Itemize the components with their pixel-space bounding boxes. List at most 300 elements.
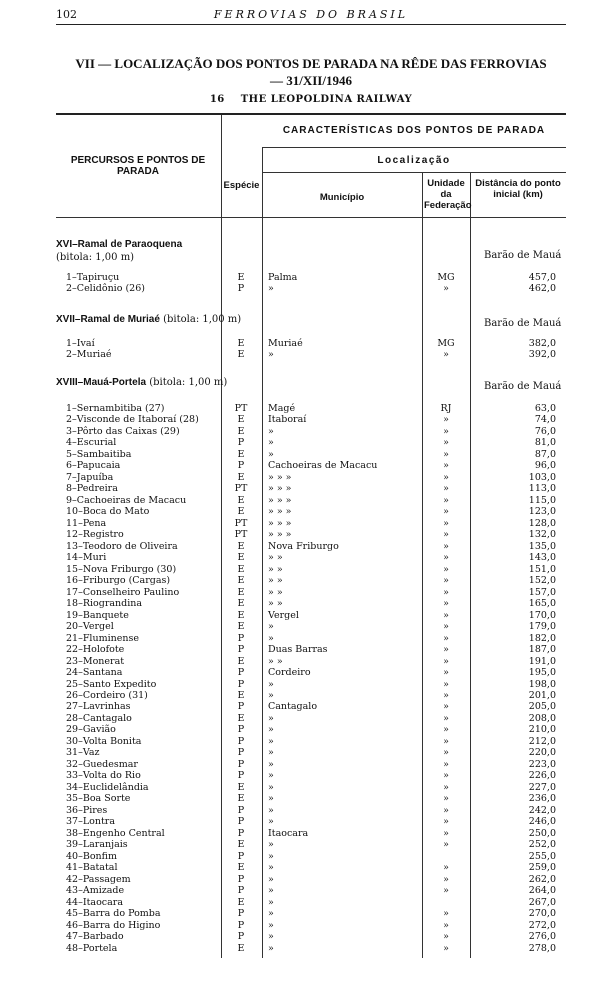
distance: 198,0 (528, 678, 556, 690)
stop-name: 27–Lavrinhas (66, 701, 131, 713)
table-row (56, 633, 566, 644)
header-rule (56, 24, 566, 25)
distance: 123,0 (528, 506, 556, 518)
table-row (56, 874, 566, 885)
distance: 457,0 (528, 272, 556, 283)
stop-name: 1–Tapiruçu (66, 272, 120, 283)
stop-type: E (237, 552, 245, 564)
state: » (443, 942, 449, 954)
stop-type: E (237, 896, 245, 908)
distance: 205,0 (528, 701, 556, 713)
municipality: » (268, 919, 274, 931)
municipality: » (268, 632, 274, 644)
stop-type: E (237, 563, 245, 575)
stop-name: 44–Itaocara (66, 896, 123, 908)
state: » (443, 862, 449, 874)
state: » (443, 448, 449, 460)
stop-type: P (237, 283, 245, 295)
stop-name: 47–Barbado (66, 931, 124, 943)
distance: 278,0 (528, 942, 556, 954)
municipality: » » » (268, 506, 292, 518)
table-row (56, 460, 566, 471)
stop-name: 30–Volta Bonita (66, 735, 142, 747)
stop-name: 22–Holofote (66, 644, 125, 656)
table-row (56, 897, 566, 908)
state: » (443, 460, 449, 472)
state: » (443, 667, 449, 679)
table-row (56, 885, 566, 896)
state: » (443, 283, 449, 295)
state: » (443, 885, 449, 897)
stop-type: E (237, 598, 245, 610)
stop-type: P (237, 827, 245, 839)
state: » (443, 804, 449, 816)
stop-type: P (237, 437, 245, 449)
municipality: » (268, 770, 274, 782)
stop-name: 6–Papucaia (66, 460, 121, 472)
table-row (56, 736, 566, 747)
distance: 223,0 (528, 758, 556, 770)
stop-type: P (237, 816, 245, 828)
municipality: » (268, 747, 274, 759)
table-row (56, 414, 566, 425)
stop-type: E (237, 349, 245, 361)
table-row (56, 272, 566, 283)
table-row (56, 908, 566, 919)
municipality: » (268, 793, 274, 805)
table-row (56, 816, 566, 827)
table-row (56, 770, 566, 781)
stop-name: 1–Sernambitiba (27) (66, 403, 165, 414)
table-row (56, 483, 566, 494)
distance: 132,0 (528, 529, 556, 541)
distance: 81,0 (534, 437, 556, 449)
distance: 270,0 (528, 908, 556, 920)
table-row (56, 587, 566, 598)
municipality: » (268, 781, 274, 793)
state: » (443, 712, 449, 724)
header-distancia: Distância do ponto inicial (km) (475, 178, 561, 200)
distance: 170,0 (528, 609, 556, 621)
distance: 74,0 (534, 414, 556, 426)
state: » (443, 529, 449, 541)
header-percursos: PERCURSOS E PONTOS DE PARADA (70, 155, 206, 177)
state: » (443, 735, 449, 747)
distance: 392,0 (528, 349, 556, 361)
municipality: » (268, 908, 274, 920)
distance: 157,0 (528, 586, 556, 598)
municipality: » (268, 873, 274, 885)
stop-type: P (237, 931, 245, 943)
municipality: » (268, 850, 274, 862)
municipality: Cordeiro (268, 667, 311, 679)
state: MG (437, 338, 455, 349)
stop-type: E (237, 839, 245, 851)
table-row (56, 449, 566, 460)
state: » (443, 781, 449, 793)
stop-type: P (237, 678, 245, 690)
state: » (443, 908, 449, 920)
header-bottom-rule (56, 217, 566, 218)
table-row (56, 793, 566, 804)
stop-type: P (237, 885, 245, 897)
state: » (443, 701, 449, 713)
stop-name: 43–Amizade (66, 885, 125, 897)
section-origin: Barão de Mauá (484, 381, 562, 392)
table-row (56, 701, 566, 712)
municipality: » (268, 724, 274, 736)
municipality: » » (268, 598, 283, 610)
stop-name: 13–Teodoro de Oliveira (66, 540, 178, 552)
state: » (443, 747, 449, 759)
stop-name: 26–Cordeiro (31) (66, 690, 148, 701)
municipality: » » (268, 563, 283, 575)
stop-name: 42–Passagem (66, 873, 131, 885)
stop-type: P (237, 632, 245, 644)
state: RJ (440, 403, 452, 414)
state: » (443, 678, 449, 690)
municipality: » » (268, 552, 283, 564)
stop-type: P (237, 735, 245, 747)
municipality: » (268, 621, 274, 633)
state: » (443, 575, 449, 587)
distance: 187,0 (528, 644, 556, 656)
municipality: » (268, 804, 274, 816)
table-row (56, 839, 566, 850)
stop-name: 36–Pires (66, 804, 108, 816)
distance: 165,0 (528, 598, 556, 610)
distance: 210,0 (528, 724, 556, 736)
state: » (443, 724, 449, 736)
state: » (443, 349, 449, 361)
distance: 103,0 (528, 471, 556, 483)
state: » (443, 517, 449, 529)
distance: 179,0 (528, 621, 556, 633)
header-especie: Espécie (223, 180, 260, 191)
section-title (56, 377, 227, 388)
header-caracteristicas: CARACTERÍSTICAS DOS PONTOS DE PARADA (282, 125, 546, 136)
municipality: » (268, 896, 274, 908)
section-title (56, 314, 241, 325)
header-municipio: Município (319, 192, 365, 203)
stop-name: 2–Visconde de Itaboraí (28) (66, 414, 199, 426)
stop-name: 28–Cantagalo (66, 712, 132, 724)
table-row (56, 529, 566, 540)
state: » (443, 919, 449, 931)
table-row (56, 690, 566, 701)
state: » (443, 586, 449, 598)
table-row (56, 283, 566, 294)
table-top-rule (56, 113, 566, 115)
distance: 113,0 (528, 483, 556, 495)
distance: 252,0 (528, 839, 556, 851)
municipality: » » (268, 655, 283, 667)
table-row (56, 713, 566, 724)
stop-type: P (237, 460, 245, 472)
stop-type: P (237, 701, 245, 713)
stop-type: E (237, 712, 245, 724)
stop-type: P (237, 770, 245, 782)
stop-name: 15–Nova Friburgo (30) (66, 563, 177, 575)
stop-name: 17–Conselheiro Paulino (66, 586, 180, 598)
section-title (56, 238, 216, 264)
stop-name: 9–Cachoeiras de Macacu (66, 494, 187, 506)
distance: 382,0 (528, 338, 556, 349)
stop-name: 19–Banquete (66, 609, 129, 621)
stop-name: 24–Santana (66, 667, 123, 679)
section-gauge: (bitola: 1,00 m) (146, 377, 228, 388)
running-title: FERROVIAS DO BRASIL (213, 8, 409, 21)
section-name: XVI–Ramal de Paraoquena (56, 239, 183, 250)
distance: 250,0 (528, 827, 556, 839)
state: » (443, 690, 449, 701)
table-row (56, 621, 566, 632)
municipality: » (268, 712, 274, 724)
state: » (443, 552, 449, 564)
stop-name: 3–Pôrto das Caixas (29) (66, 425, 180, 437)
distance: 182,0 (528, 632, 556, 644)
stop-type: P (237, 908, 245, 920)
table-row (56, 610, 566, 621)
stop-type: P (237, 747, 245, 759)
table-row (56, 426, 566, 437)
stop-type: E (237, 690, 245, 701)
subtitle-number: 16 (209, 94, 225, 105)
stop-name: 35–Boa Sorte (66, 793, 131, 805)
municipality: » (268, 735, 274, 747)
table-row (56, 724, 566, 735)
distance: 227,0 (528, 781, 556, 793)
stop-name: 2–Celidônio (26) (66, 283, 145, 295)
distance: 115,0 (528, 494, 556, 506)
state: » (443, 483, 449, 495)
distance: 255,0 (528, 850, 556, 862)
stop-name: 25–Santo Expedito (66, 678, 157, 690)
state: » (443, 793, 449, 805)
stop-name: 5–Sambaitiba (66, 448, 132, 460)
municipality: Muriaé (268, 338, 303, 349)
stop-type: E (237, 338, 245, 349)
municipality: » » (268, 586, 283, 598)
stop-type: E (237, 425, 245, 437)
municipality: Duas Barras (268, 644, 328, 656)
stop-type: PT (234, 517, 248, 529)
distance: 87,0 (534, 448, 556, 460)
table-row (56, 759, 566, 770)
title-line-1: VII — LOCALIZAÇÃO DOS PONTOS DE PARADA NA RÊDE DAS FERROVIAS (75, 56, 547, 71)
stop-name: 8–Pedreira (66, 483, 118, 495)
title-line-2: — 31/XII/1946 (270, 73, 352, 88)
stop-name: 41–Batatal (66, 862, 118, 874)
municipality: » (268, 448, 274, 460)
state: » (443, 931, 449, 943)
table-row (56, 656, 566, 667)
section-name: XVIII–Mauá-Portela (56, 377, 147, 388)
table-row (56, 667, 566, 678)
municipality: » (268, 862, 274, 874)
stop-type: E (237, 586, 245, 598)
stop-name: 46–Barra do Higino (66, 919, 161, 931)
municipality: » (268, 942, 274, 954)
stop-type: P (237, 873, 245, 885)
table-row (56, 338, 566, 349)
stop-name: 38–Engenho Central (66, 827, 165, 839)
stop-type: E (237, 793, 245, 805)
distance: 96,0 (534, 460, 556, 472)
municipality: » » (268, 575, 283, 587)
state: » (443, 644, 449, 656)
stop-name: 2–Muriaé (66, 349, 112, 361)
table-row (56, 472, 566, 483)
municipality: Itaboraí (268, 414, 307, 426)
state: » (443, 621, 449, 633)
stop-type: P (237, 644, 245, 656)
page-title (56, 55, 566, 89)
distance: 259,0 (528, 862, 556, 874)
table-row (56, 782, 566, 793)
distance: 242,0 (528, 804, 556, 816)
table-row (56, 437, 566, 448)
state: » (443, 563, 449, 575)
stop-name: 48–Portela (66, 942, 118, 954)
distance: 135,0 (528, 540, 556, 552)
stop-name: 40–Bonfim (66, 850, 118, 862)
section-origin: Barão de Mauá (484, 318, 562, 329)
distance: 212,0 (528, 735, 556, 747)
municipality: » (268, 690, 274, 701)
table-row (56, 747, 566, 758)
state: » (443, 598, 449, 610)
municipality: » (268, 425, 274, 437)
table-row (56, 943, 566, 954)
state: » (443, 873, 449, 885)
stop-name: 39–Laranjais (66, 839, 128, 851)
railway-subtitle (56, 94, 566, 105)
table-row (56, 679, 566, 690)
section-name: XVII–Ramal de Muriaé (56, 314, 160, 325)
table-row (56, 598, 566, 609)
distance: 262,0 (528, 873, 556, 885)
municipality: » (268, 349, 274, 361)
municipality: » » » (268, 483, 292, 495)
stop-name: 34–Euclidelândia (66, 781, 149, 793)
municipality: » (268, 839, 274, 851)
distance: 128,0 (528, 517, 556, 529)
municipality: » » » (268, 494, 292, 506)
distance: 246,0 (528, 816, 556, 828)
page-number: 102 (56, 8, 77, 21)
stop-type: E (237, 862, 245, 874)
municipality: » » » (268, 517, 292, 529)
state: » (443, 758, 449, 770)
distance: 264,0 (528, 885, 556, 897)
stop-type: E (237, 414, 245, 426)
distance: 76,0 (534, 425, 556, 437)
state: » (443, 632, 449, 644)
stop-type: E (237, 655, 245, 667)
stop-name: 29–Gavião (66, 724, 116, 736)
header-localizacao: Localização (377, 155, 451, 166)
stop-type: P (237, 804, 245, 816)
distance: 267,0 (528, 896, 556, 908)
stop-name: 10–Boca do Mato (66, 506, 150, 518)
stop-name: 14–Muri (66, 552, 107, 564)
municipality: Cantagalo (268, 701, 318, 713)
municipality: » (268, 283, 274, 295)
stop-type: P (237, 758, 245, 770)
stop-type: E (237, 540, 245, 552)
table-row (56, 644, 566, 655)
distance: 276,0 (528, 931, 556, 943)
municipality: Magé (268, 403, 296, 414)
stop-name: 18–Riograndina (66, 598, 143, 610)
municipality: » » » (268, 471, 292, 483)
state: » (443, 816, 449, 828)
municipality: Nova Friburgo (268, 540, 339, 552)
distance: 63,0 (534, 403, 556, 414)
stop-type: E (237, 942, 245, 954)
stop-type: P (237, 919, 245, 931)
stop-type: E (237, 621, 245, 633)
stop-name: 16–Friburgo (Cargas) (66, 575, 171, 587)
municipality: » (268, 437, 274, 449)
distance: 151,0 (528, 563, 556, 575)
state: MG (437, 272, 455, 283)
stop-name: 37–Lontra (66, 816, 116, 828)
municipality: Vergel (268, 609, 299, 621)
distance: 143,0 (528, 552, 556, 564)
table-row (56, 851, 566, 862)
section-gauge: (bitola: 1,00 m) (159, 314, 242, 325)
state: » (443, 414, 449, 426)
subtitle-railway: THE LEOPOLDINA RAILWAY (240, 94, 413, 105)
state: » (443, 839, 449, 851)
state: » (443, 655, 449, 667)
stop-type: P (237, 667, 245, 679)
section-gauge: (bitola: 1,00 m) (56, 252, 135, 263)
table-row (56, 518, 566, 529)
stop-type: E (237, 575, 245, 587)
distance: 195,0 (528, 667, 556, 679)
state: » (443, 425, 449, 437)
stop-type: E (237, 506, 245, 518)
section-origin: Barão de Mauá (484, 250, 562, 261)
state: » (443, 471, 449, 483)
distance: 272,0 (528, 919, 556, 931)
stop-type: E (237, 471, 245, 483)
stop-type: P (237, 850, 245, 862)
header-rule-localizacao (262, 172, 566, 173)
stop-type: P (237, 724, 245, 736)
municipality: » » » (268, 529, 292, 541)
table-row (56, 805, 566, 816)
table-row (56, 828, 566, 839)
stop-name: 23–Monerat (66, 655, 125, 667)
municipality: » (268, 885, 274, 897)
table-row (56, 575, 566, 586)
stop-name: 12–Registro (66, 529, 124, 541)
stop-name: 11–Pena (66, 517, 107, 529)
distance: 208,0 (528, 712, 556, 724)
table-row (56, 564, 566, 575)
state: » (443, 609, 449, 621)
stop-name: 4–Escurial (66, 437, 117, 449)
table-row (56, 862, 566, 873)
municipality: » (268, 758, 274, 770)
table-row (56, 541, 566, 552)
municipality: » (268, 931, 274, 943)
table-row (56, 506, 566, 517)
